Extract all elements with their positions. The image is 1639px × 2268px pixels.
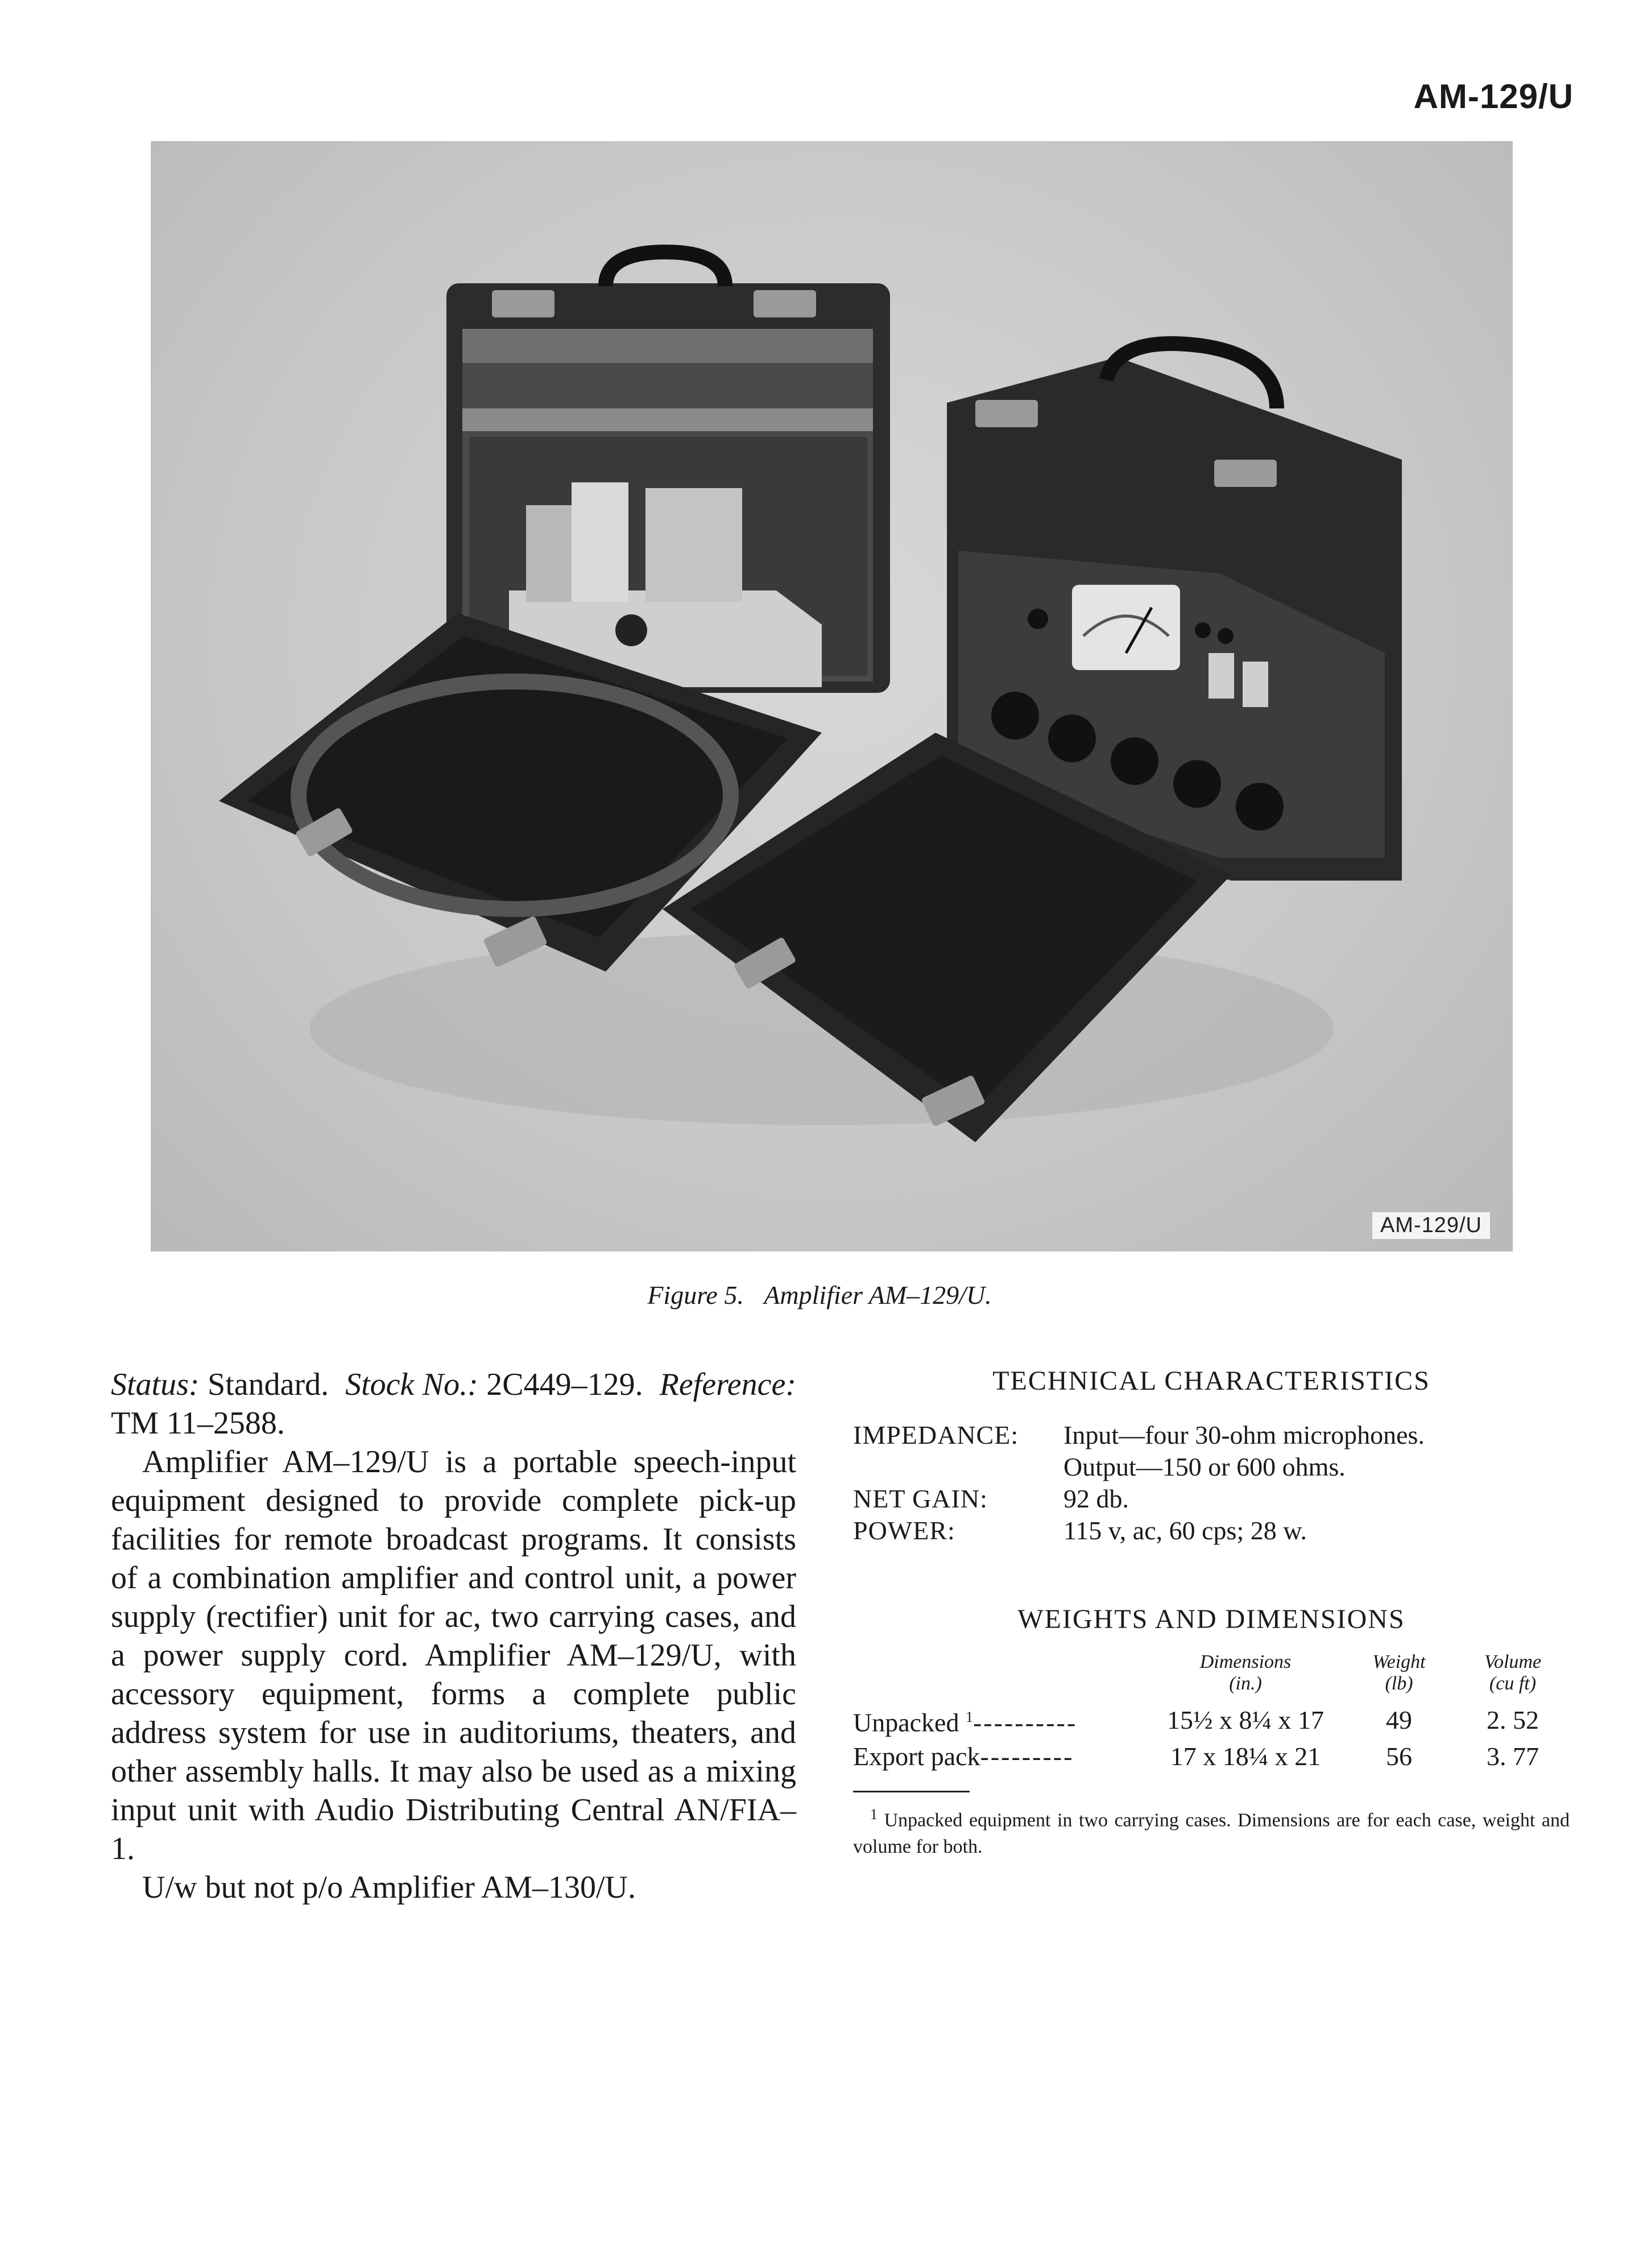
column-header-weight: Weight (lb): [1372, 1651, 1426, 1694]
figure-title: Amplifier AM–129/U.: [764, 1280, 992, 1309]
table-row: [853, 1740, 1570, 1774]
row-volume: 2. 52: [1487, 1705, 1539, 1734]
footnote-mark: 1: [965, 1709, 973, 1725]
weights-heading: WEIGHTS AND DIMENSIONS: [1017, 1604, 1405, 1634]
tech-value: Input—four 30-ohm microphones.: [1063, 1420, 1425, 1449]
page-identifier: AM-129/U: [1413, 77, 1574, 115]
reference-value: TM 11–2588.: [111, 1406, 285, 1441]
description-column: [111, 1365, 796, 1907]
tech-label: NET GAIN:: [853, 1484, 988, 1513]
table-row: [853, 1700, 1570, 1740]
row-name: Unpacked $^1$----------: [853, 1708, 1078, 1737]
stock-value: 2C449–129.: [486, 1367, 643, 1402]
row-dimensions: 17 x 18¼ x 21: [1170, 1742, 1321, 1771]
amplifier-photograph: [151, 141, 1513, 1251]
row-dimensions: 15½ x 8¼ x 17: [1167, 1705, 1324, 1734]
tech-label: IMPEDANCE:: [853, 1420, 1019, 1449]
tech-value: 92 db.: [1063, 1484, 1129, 1513]
amplifier-illustration: [151, 141, 1513, 1251]
figure-number: Figure 5.: [647, 1280, 744, 1309]
status-line: [111, 1365, 796, 1443]
column-header-dimensions: Dimensions (in.): [1199, 1651, 1292, 1694]
technical-table: [853, 1419, 1570, 1547]
tech-row-net-gain: [853, 1483, 1570, 1515]
column-header-volume: Volume (cu ft): [1484, 1651, 1542, 1694]
tech-row-impedance: [853, 1419, 1570, 1483]
usage-note: U/w but not p/o Amplifier AM–130/U.: [142, 1870, 636, 1905]
photo-identifier-label: AM-129/U: [1372, 1212, 1490, 1239]
description-paragraph: Amplifier AM–129/U is a portable speech-input equipment designed to provide complete pick-up facilities for remote broadcast programs. It consists of a combination amplifier and control unit, a power supply (rectifier) unit for ac, two carrying cases, and a power supply cord. Amplifier AM–129/U, with accessory equipment, forms a complete public address system for use in auditoriums, theaters, and other assembly halls. It may also be used as a mixing input unit with Audio Distributing Central AN/FIA–1.: [111, 1444, 796, 1866]
footnote-divider: [853, 1791, 970, 1792]
row-weight: 56: [1386, 1742, 1412, 1771]
row-name: Export pack---------: [853, 1742, 1074, 1771]
row-volume: 3. 77: [1487, 1742, 1539, 1771]
footnote-mark: 1: [870, 1806, 878, 1823]
technical-heading: TECHNICAL CHARACTERISTICS: [992, 1366, 1430, 1396]
footnote: $^1$ Unpacked equipment in two carrying cases. Dimensions are for each case, weight and volume for both.: [853, 1806, 1570, 1857]
weights-table: [853, 1651, 1570, 1774]
tech-row-power: [853, 1515, 1570, 1547]
tech-value: Output—150 or 600 ohms.: [1063, 1452, 1346, 1481]
weights-header-row: [853, 1651, 1570, 1700]
reference-label: Reference:: [659, 1367, 797, 1402]
figure-caption: [0, 1280, 1639, 1310]
tech-label: POWER:: [853, 1516, 955, 1545]
tech-value: 115 v, ac, 60 cps; 28 w.: [1063, 1516, 1307, 1545]
status-value: Standard.: [208, 1367, 329, 1402]
stock-label: Stock No.:: [345, 1367, 478, 1402]
specifications-column: [853, 1365, 1570, 1860]
row-weight: 49: [1386, 1705, 1412, 1734]
status-label: Status:: [111, 1367, 200, 1402]
left-case: [446, 252, 890, 693]
